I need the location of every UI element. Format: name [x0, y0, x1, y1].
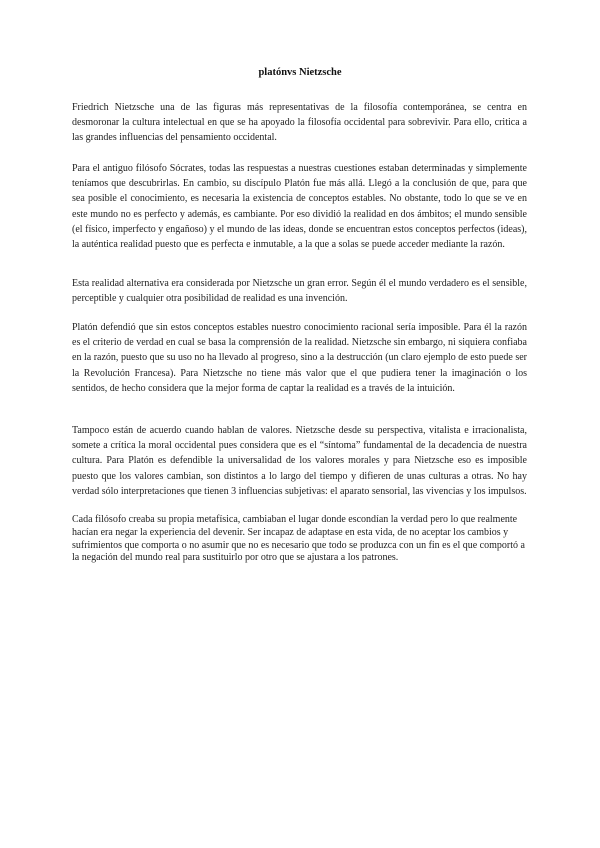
paragraph-socrates-platon: Para el antiguo filósofo Sócrates, todas las respuestas a nuestras cuestiones estaban determinadas y simplemente teníamos que descubrirlas. En cambio, su discípulo Platón fue más allá. Llegó a la conclusión de que, para que sea posible el conocimiento, es necesaria la existencia de conceptos estables. No obstante, todo lo que se ve en este mundo no es perfecto y además, es cambiante. Por eso dividió la realidad en dos ámbitos; el mundo sensible (el físico, imperfecto y engañoso) y el mundo de las ideas, donde se encuentran estos conceptos perfectos (ideas), la auténtica realidad puesto que es perfecta e inmutable, a la que a solas se puede acceder mediante la razón.: [72, 163, 527, 251]
paragraph-alternative-reality: Esta realidad alternativa era considerada por Nietzsche un gran error. Según él el mundo verdadero es el sensible, perceptible y cualquier otra posibilidad de realidad es una invención.: [72, 278, 527, 305]
paragraph-intro: Friedrich Nietzsche una de las figuras más representativas de la filosofía contemporánea, se centra en desmoronar la cultura intelectual en que se ha apoyado la filosofía occidental para sobrevivir. Para ello, critica a las grandes influencias del pensamiento occidental.: [72, 102, 527, 144]
document-title: platónvs Nietzsche: [258, 67, 342, 78]
paragraph-values: Tampoco están de acuerdo cuando hablan de valores. Nietzsche desde su perspectiva, vitalista e irracionalista, somete a crítica la moral occidental pues considera que es el “síntoma” fundamental de la decadencia de nuestra cultura. Para Platón es defendible la universalidad de los valores morales y para Nietzsche eso es imposible puesto que los valores cambian, son distintos a lo largo del tiempo y difieren de unas culturas a otras. No hay verdad sólo interpretaciones que tienen 3 influencias subjetivas: el aparato sensorial, las vivencias y los impulsos.: [72, 425, 527, 497]
paragraph-reason: Platón defendió que sin estos conceptos estables nuestro conocimiento racional sería imposible. Para él la razón es el criterio de verdad en cual se basa la comprensión de la realidad. Nietzsche sin embargo, ni siquiera confiaba en la razón, puesto que su uso no ha llevado al progreso, sino a la destrucción (un claro ejemplo de esto puede ser la Revolución Francesa). Para Nietzsche no tiene más valor que el que pudiera tener la imaginación o los sentidos, de hecho considera que la mejor forma de captar la realidad es a través de la intuición.: [72, 322, 527, 394]
paragraph-metaphysics: Cada filósofo creaba su propia metafísica, cambiaban el lugar donde escondían la verdad pero lo que realmente hacían era negar la experiencia del devenir. Ser incapaz de adaptase en esta vida, de no aceptar los cambios y sufrimientos que comporta o no asumir que no es necesario que todo se produzca con un fin es el que comportó a la negación del mundo real para sustituirlo por otro que se ajustara a los patrones.: [72, 514, 525, 564]
